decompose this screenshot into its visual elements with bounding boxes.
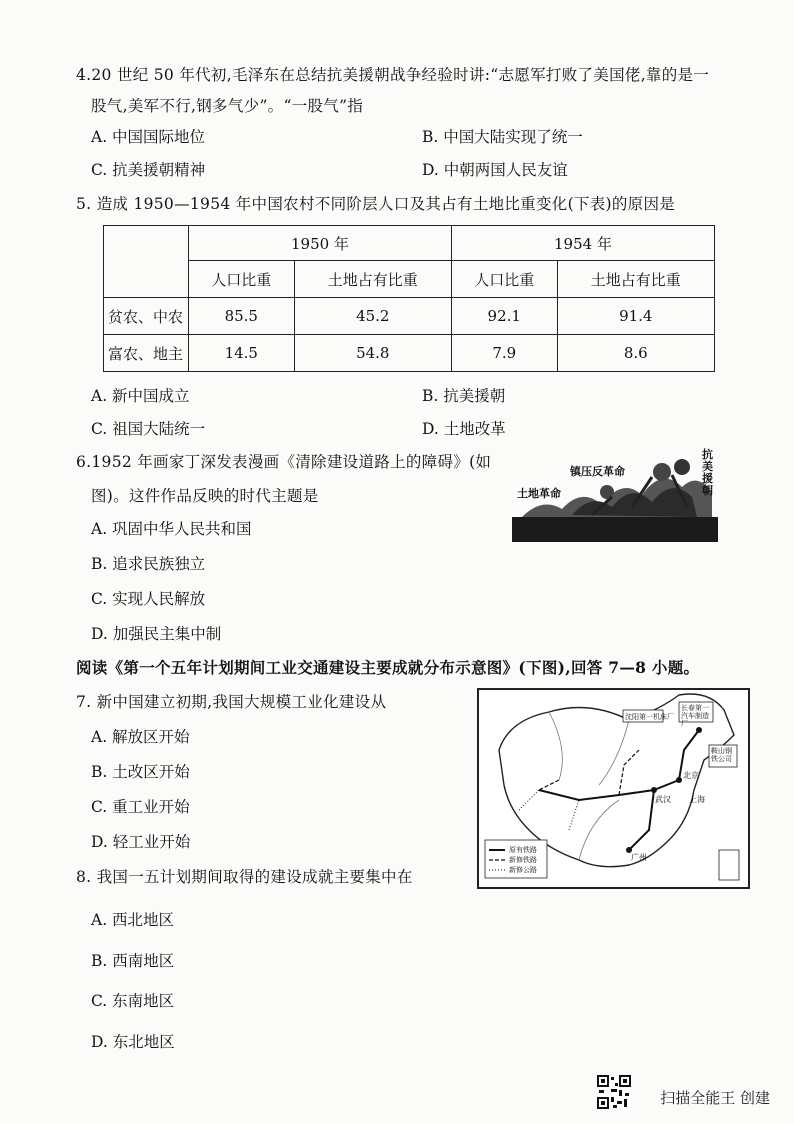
- table-cell: 91.4: [557, 298, 714, 335]
- table-subheader: 土地占有比重: [557, 261, 714, 298]
- industry-map: [477, 688, 750, 889]
- scanner-watermark: 扫描全能王 创建: [660, 1089, 770, 1107]
- table-cell: 8.6: [557, 335, 714, 372]
- table-subheader: 人口比重: [451, 261, 557, 298]
- cartoon-illustration: [512, 447, 718, 542]
- q7-option-d: D. 轻工业开始: [91, 833, 191, 851]
- q8-option-d: D. 东北地区: [91, 1033, 175, 1051]
- table-cell: 54.8: [294, 335, 451, 372]
- q8-option-b: B. 西南地区: [91, 952, 175, 970]
- q5-land-table: [103, 225, 715, 372]
- q6-stem-line2: 图)。这件作品反映的时代主题是: [91, 487, 319, 505]
- map-legend-item: 原有铁路: [509, 846, 537, 854]
- q8-option-c: C. 东南地区: [91, 992, 175, 1010]
- map-label-changchun: 长春第一汽车制造厂: [681, 704, 709, 728]
- q7-option-c: C. 重工业开始: [91, 798, 190, 816]
- map-label-wuhan: 武汉: [655, 795, 671, 804]
- table-cell: 85.5: [189, 298, 295, 335]
- q5-option-c: C. 祖国大陆统一: [91, 420, 206, 438]
- q6-option-c: C. 实现人民解放: [91, 590, 206, 608]
- q6-option-d: D. 加强民主集中制: [91, 625, 222, 643]
- qr-code-icon: [597, 1075, 631, 1109]
- q7-stem: 7. 新中国建立初期,我国大规模工业化建设从: [76, 693, 387, 711]
- q8-stem: 8. 我国一五计划期间取得的建设成就主要集中在: [76, 868, 413, 886]
- table-row-label: 贫农、中农: [104, 298, 189, 335]
- reading-instruction: 阅读《第一个五年计划期间工业交通建设主要成就分布示意图》(下图),回答 7—8 小题。: [76, 658, 700, 677]
- q4-option-c: C. 抗美援朝精神: [91, 161, 206, 179]
- cartoon-label-land-reform: 土地革命: [517, 487, 561, 500]
- q7-option-b: B. 土改区开始: [91, 763, 190, 781]
- q4-option-a: A. 中国国际地位: [91, 128, 206, 146]
- q4-option-d: D. 中朝两国人民友谊: [422, 161, 568, 179]
- table-subheader: 土地占有比重: [294, 261, 451, 298]
- table-row: [104, 335, 715, 372]
- table-row: [104, 298, 715, 335]
- cartoon-label-suppress: 镇压反革命: [570, 465, 625, 478]
- q5-option-a: A. 新中国成立: [91, 387, 190, 405]
- map-label-anshan: 鞍山钢铁公司: [711, 747, 732, 763]
- q5-option-d: D. 土地改革: [422, 420, 506, 438]
- map-legend-item: 新修铁路: [509, 856, 537, 864]
- map-label-beijing: 北京: [683, 771, 699, 780]
- table-cell: 7.9: [451, 335, 557, 372]
- q6-stem-line1: 6.1952 年画家丁深发表漫画《清除建设道路上的障碍》(如: [76, 453, 492, 471]
- map-label-guangzhou: 广州: [631, 853, 647, 862]
- q6-option-b: B. 追求民族独立: [91, 555, 206, 573]
- q4-stem-line1: 4.20 世纪 50 年代初,毛泽东在总结抗美援朝战争经验时讲:“志愿军打败了美国佬,靠的是一: [76, 66, 710, 84]
- table-row-label: 富农、地主: [104, 335, 189, 372]
- table-corner-cell: [104, 226, 189, 298]
- table-cell: 45.2: [294, 298, 451, 335]
- q8-option-a: A. 西北地区: [91, 911, 175, 929]
- table-cell: 14.5: [189, 335, 295, 372]
- table-year-1954: 1954 年: [451, 226, 714, 261]
- q5-option-b: B. 抗美援朝: [422, 387, 506, 405]
- map-label-shanghai: 上海: [689, 795, 705, 804]
- cartoon-label-resist: 抗美援朝: [702, 448, 713, 497]
- table-cell: 92.1: [451, 298, 557, 335]
- map-label-shenyang: 沈阳第一机床厂: [625, 713, 674, 721]
- q4-option-b: B. 中国大陆实现了统一: [422, 128, 583, 146]
- q4-stem-line2: 股气,美军不行,钢多气少”。“一股气”指: [91, 97, 364, 115]
- table-subheader: 人口比重: [189, 261, 295, 298]
- table-year-1950: 1950 年: [189, 226, 452, 261]
- q6-option-a: A. 巩固中华人民共和国: [91, 520, 252, 538]
- q7-option-a: A. 解放区开始: [91, 728, 190, 746]
- q5-stem: 5. 造成 1950—1954 年中国农村不同阶层人口及其占有土地比重变化(下表)的原因是: [76, 195, 676, 213]
- map-legend-item: 新修公路: [509, 866, 537, 874]
